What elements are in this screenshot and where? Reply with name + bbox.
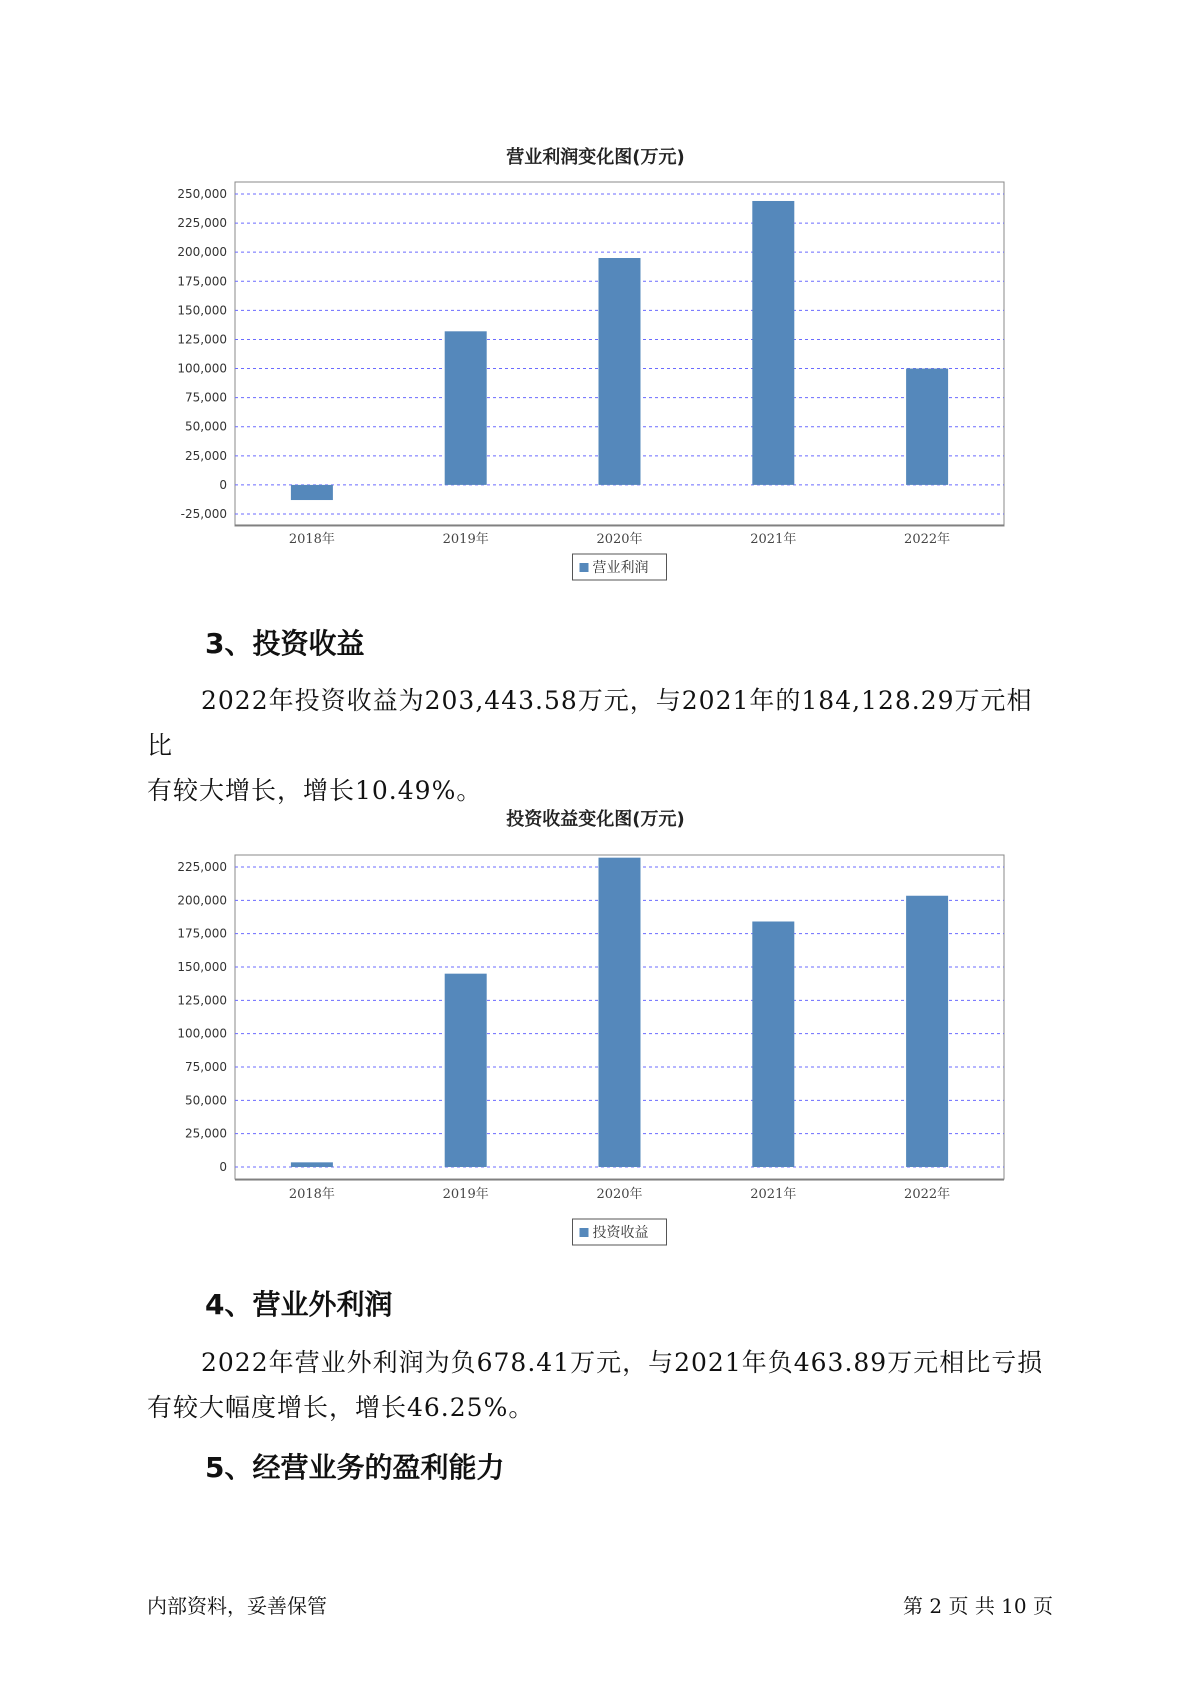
section3-line2: 有较大增长，增长10.49%。 bbox=[147, 776, 483, 805]
x-tick-label: 2021年 bbox=[750, 532, 797, 547]
y-tick-label: 250,000 bbox=[177, 187, 227, 201]
chart1-title: 营业利润变化图(万元) bbox=[506, 147, 685, 168]
bar-2018年 bbox=[291, 485, 333, 500]
x-tick-label: 2019年 bbox=[442, 532, 489, 547]
bar-2022年 bbox=[906, 896, 948, 1167]
y-tick-label: 75,000 bbox=[185, 1060, 227, 1074]
y-tick-label: 0 bbox=[219, 477, 227, 492]
y-tick-label: 25,000 bbox=[185, 448, 227, 463]
y-tick-label: 175,000 bbox=[177, 274, 227, 289]
x-tick-label: 2022年 bbox=[904, 532, 951, 547]
x-tick-label: 2021年 bbox=[750, 1187, 797, 1202]
legend-label: 营业利润 bbox=[592, 560, 649, 576]
bar-2020年 bbox=[599, 258, 641, 485]
bar-2019年 bbox=[445, 974, 487, 1167]
x-tick-label: 2018年 bbox=[288, 1187, 335, 1202]
bar-2021年 bbox=[752, 201, 794, 485]
footer-page-number: 第 2 页 共 10 页 bbox=[903, 1594, 1053, 1618]
y-tick-label: 200,000 bbox=[177, 893, 227, 908]
y-tick-label: 225,000 bbox=[177, 216, 227, 231]
section4-heading: 4、营业外利润 bbox=[205, 1288, 393, 1321]
x-tick-label: 2018年 bbox=[288, 532, 335, 547]
section4-line1: 2022年营业外利润为负678.41万元，与2021年负463.89万元相比亏损 bbox=[201, 1348, 1044, 1377]
legend-swatch bbox=[580, 563, 589, 572]
y-tick-label: 175,000 bbox=[177, 926, 227, 941]
section3-heading: 3、投资收益 bbox=[205, 627, 365, 660]
y-tick-label: 100,000 bbox=[177, 361, 227, 376]
section4-line2: 有较大幅度增长，增长46.25%。 bbox=[147, 1393, 535, 1422]
legend bbox=[573, 554, 667, 580]
y-tick-label: 50,000 bbox=[185, 419, 227, 434]
y-tick-label: 150,000 bbox=[177, 960, 227, 974]
x-tick-label: 2019年 bbox=[442, 1187, 489, 1202]
bar-2019年 bbox=[445, 331, 487, 485]
bar-2018年 bbox=[291, 1162, 333, 1167]
legend bbox=[573, 1219, 667, 1245]
bar-2022年 bbox=[906, 369, 948, 485]
section5-heading: 5、经营业务的盈利能力 bbox=[205, 1451, 505, 1484]
section3-line1: 2022年投资收益为203,443.58万元，与2021年的184,128.29万元相比 bbox=[147, 686, 1033, 760]
investment-income-chart bbox=[0, 835, 1191, 1265]
y-tick-label: 225,000 bbox=[177, 860, 227, 874]
y-tick-label: 0 bbox=[219, 1160, 227, 1174]
y-tick-label: 25,000 bbox=[185, 1126, 227, 1141]
y-tick-label: 125,000 bbox=[177, 993, 227, 1008]
footer-confidential-note: 内部资料，妥善保管 bbox=[147, 1594, 327, 1618]
legend-label: 投资收益 bbox=[592, 1225, 649, 1241]
legend-swatch bbox=[580, 1228, 589, 1237]
y-tick-label: -25,000 bbox=[180, 507, 227, 521]
bar-2020年 bbox=[599, 858, 641, 1167]
y-tick-label: 125,000 bbox=[177, 332, 227, 347]
section3-paragraph bbox=[147, 678, 1047, 813]
section4-paragraph bbox=[147, 1340, 1047, 1430]
operating-profit-chart bbox=[0, 175, 1191, 635]
y-tick-label: 50,000 bbox=[185, 1093, 227, 1108]
y-tick-label: 150,000 bbox=[177, 303, 227, 318]
x-tick-label: 2020年 bbox=[596, 532, 643, 547]
y-tick-label: 100,000 bbox=[177, 1026, 227, 1041]
x-tick-label: 2022年 bbox=[904, 1187, 951, 1202]
chart2-title: 投资收益变化图(万元) bbox=[506, 809, 685, 830]
x-tick-label: 2020年 bbox=[596, 1187, 643, 1202]
y-tick-label: 200,000 bbox=[177, 245, 227, 260]
y-tick-label: 75,000 bbox=[185, 390, 227, 405]
bar-2021年 bbox=[752, 921, 794, 1167]
